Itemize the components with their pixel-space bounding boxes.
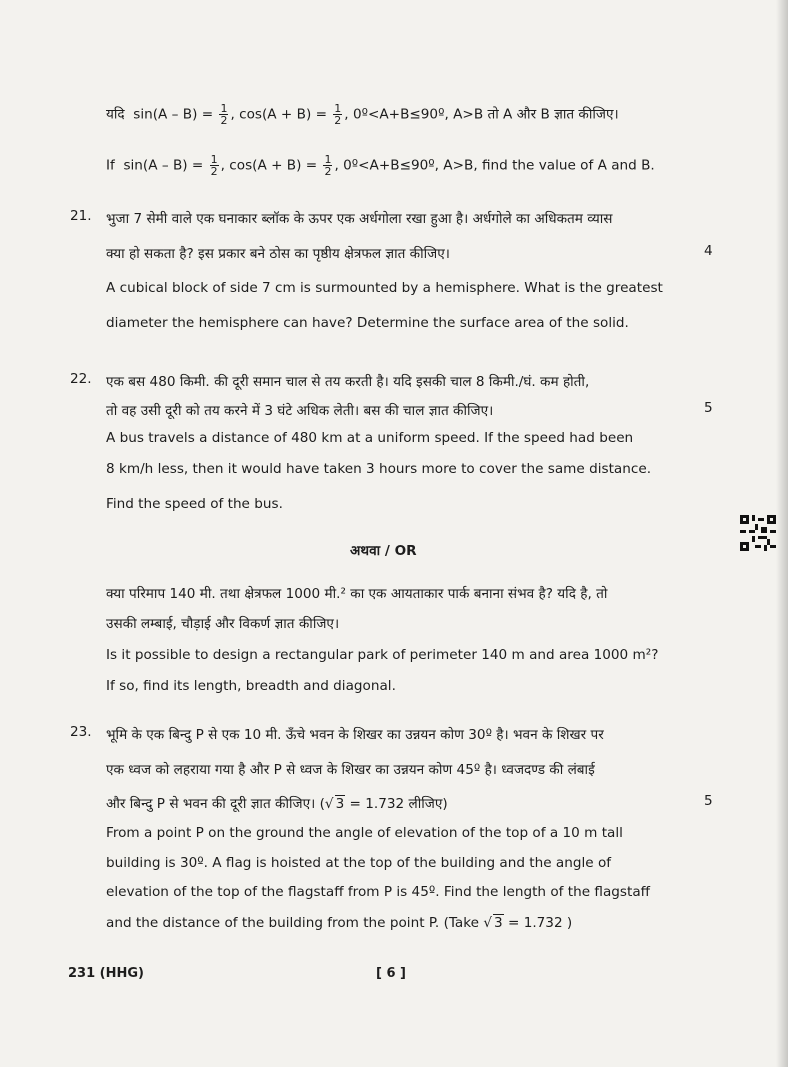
- q22-or-english-line-1: Is it possible to design a rectangular park of perimeter 140 m and area 1000 m²?: [106, 647, 659, 663]
- q22-marks: 5: [704, 400, 713, 416]
- q23-hindi-line-3: [106, 793, 448, 812]
- q22-english-line-2: 8 km/h less, then it would have taken 3 hours more to cover the same distance.: [106, 461, 652, 477]
- fraction: [333, 103, 342, 126]
- q23-marks: 5: [704, 793, 713, 809]
- q22-or-english-line-2: If so, find its length, breadth and diagonal.: [106, 678, 396, 694]
- hi-expr-a: sin(A – B) =: [133, 106, 214, 123]
- fraction-numerator: 1: [210, 153, 218, 166]
- q23-hindi-line-2: एक ध्वज को लहराया गया है और P से ध्वज के शिखर का उन्नयन कोण 45º है। ध्वजदण्ड की लंबाई: [106, 762, 595, 778]
- fraction-denominator: 2: [210, 165, 218, 178]
- q23-english-line-4-a: and the distance of the building from the point P. (Take: [106, 915, 484, 931]
- page-number: [ 6 ]: [376, 966, 406, 981]
- fraction-numerator: 1: [220, 102, 228, 115]
- en-expr-c: , 0º<A+B≤90º, A>B, find the value of A and B.: [334, 157, 655, 174]
- fraction: [219, 103, 228, 126]
- q23-hindi-line-3-b: = 1.732 लीजिए): [345, 796, 448, 812]
- q21-english-line-2: diameter the hemisphere can have? Determine the surface area of the solid.: [106, 315, 629, 331]
- q21-english-line-1: A cubical block of side 7 cm is surmounted by a hemisphere. What is the greatest: [106, 280, 663, 296]
- q22-hindi-line-1: एक बस 480 किमी. की दूरी समान चाल से तय करती है। यदि इसकी चाल 8 किमी./घं. कम होती,: [106, 374, 590, 390]
- sqrt-symbol: √: [324, 796, 334, 812]
- fraction-numerator: 1: [334, 102, 342, 115]
- paper-code: 231 (HHG): [68, 966, 144, 981]
- q23-english-line-4: [106, 914, 572, 931]
- page-edge-shadow: [776, 0, 788, 1067]
- hi-expr-b: , cos(A + B) =: [230, 106, 327, 123]
- en-expr-b: , cos(A + B) =: [220, 157, 318, 174]
- fraction-numerator: 1: [324, 153, 332, 166]
- en-prefix: If: [106, 157, 115, 174]
- sqrt-radicand: 3: [494, 915, 503, 931]
- q23-english-line-2: building is 30º. A flag is hoisted at the top of the building and the angle of: [106, 855, 612, 871]
- q22-or-hindi-line-2: उसकी लम्बाई, चौड़ाई और विकर्ण ज्ञात कीजिए।: [106, 616, 340, 632]
- sqrt-radicand: 3: [335, 796, 345, 812]
- fraction-denominator: 2: [324, 165, 332, 178]
- qr-code-icon: [740, 515, 776, 551]
- top-question-english: [106, 154, 655, 177]
- q23-english-line-4-b: = 1.732 ): [503, 915, 573, 931]
- q22-english-line-3: Find the speed of the bus.: [106, 496, 283, 512]
- top-question-hindi: [106, 103, 619, 126]
- fraction: [323, 154, 332, 177]
- or-label: अथवा / OR: [350, 543, 417, 559]
- fraction-denominator: 2: [334, 114, 342, 127]
- q23-hindi-line-3-a: और बिन्दु P से भवन की दूरी ज्ञात कीजिए। (: [106, 796, 325, 812]
- hi-expr-c: , 0º<A+B≤90º, A>B तो A और B ज्ञात कीजिए।: [344, 106, 619, 123]
- sqrt-symbol: √: [483, 915, 492, 931]
- q23-english-line-3: elevation of the top of the flagstaff from P is 45º. Find the length of the flagstaff: [106, 884, 651, 900]
- q23-hindi-line-1: भूमि के एक बिन्दु P से एक 10 मी. ऊँचे भवन के शिखर का उन्नयन कोण 30º है। भवन के शिखर पर: [106, 727, 604, 743]
- fraction-denominator: 2: [220, 114, 228, 127]
- q23-english-line-1: From a point P on the ground the angle of elevation of the top of a 10 m tall: [106, 825, 623, 841]
- q21-marks: 4: [704, 243, 713, 259]
- hi-prefix: यदि: [106, 106, 125, 123]
- question-number-22: 22.: [70, 371, 92, 387]
- en-expr-a: sin(A – B) =: [123, 157, 204, 174]
- q22-english-line-1: A bus travels a distance of 480 km at a uniform speed. If the speed had been: [106, 430, 634, 446]
- question-number-23: 23.: [70, 724, 92, 740]
- q21-hindi-line-2: क्या हो सकता है? इस प्रकार बने ठोस का पृष्ठीय क्षेत्रफल ज्ञात कीजिए।: [106, 246, 450, 262]
- q22-or-hindi-line-1: क्या परिमाप 140 मी. तथा क्षेत्रफल 1000 मी.² का एक आयताकार पार्क बनाना संभव है? यदि है, तो: [106, 586, 608, 602]
- q22-hindi-line-2: तो वह उसी दूरी को तय करने में 3 घंटे अधिक लेती। बस की चाल ज्ञात कीजिए।: [106, 403, 494, 419]
- question-number-21: 21.: [70, 208, 92, 224]
- q21-hindi-line-1: भुजा 7 सेमी वाले एक घनाकार ब्लॉक के ऊपर एक अर्धगोला रखा हुआ है। अर्धगोले का अधिकतम व्यास: [106, 211, 613, 227]
- fraction: [210, 154, 219, 177]
